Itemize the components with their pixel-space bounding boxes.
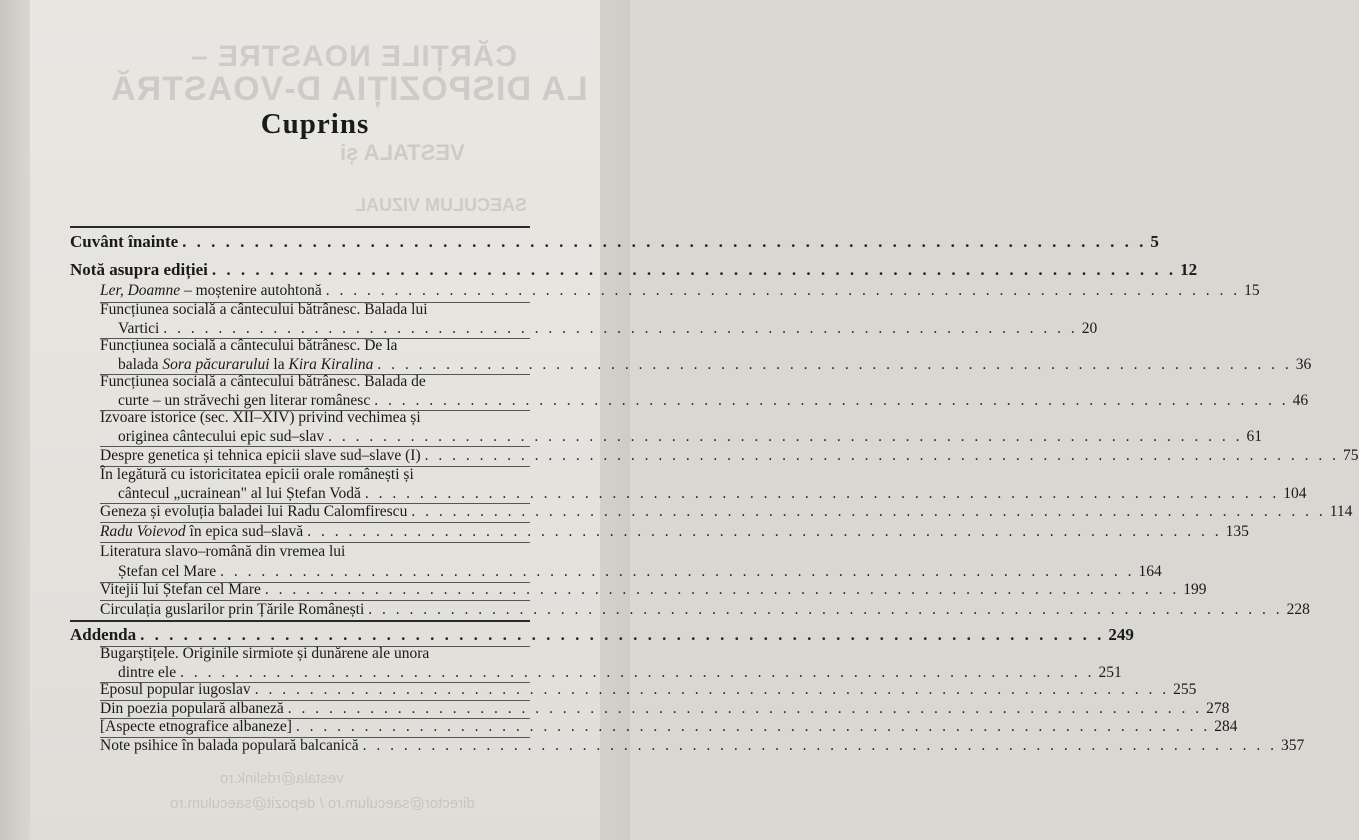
- toc-entry-page: 36: [1295, 356, 1312, 373]
- toc-entry-title: originea cântecului epic sud–slav: [118, 428, 325, 445]
- leader-dots: . . . . . . . . . . . . . . . . . . . . . . . . . . . . . . . . . . . . . . . . . . . . . . . . . . . . . . . . . . . . . . . . . . .: [180, 664, 1095, 681]
- toc-entry-radu-calomfirescu: [100, 502, 1353, 521]
- leader-dots: . . . . . . . . . . . . . . . . . . . . . . . . . . . . . . . . . . . . . . . . . . . . . . . . . . . . . . . . . . . . . . . . . . .: [362, 737, 1278, 754]
- toc-entry-title: curte – un străvechi gen literar românesc: [118, 392, 371, 409]
- leader-dots: . . . . . . . . . . . . . . . . . . . . . . . . . . . . . . . . . . . . . . . . . . . . . . . . . . . . . . . . . . . . . . . . . . .: [140, 625, 1105, 644]
- toc-entry-despre-genetica: [100, 446, 1359, 465]
- toc-entry-page: 228: [1286, 601, 1310, 618]
- toc-entry-page: 104: [1283, 485, 1307, 502]
- toc-entry-radu-voievod: [100, 522, 1249, 541]
- toc-entry-title: Vitejii lui Ștefan cel Mare: [100, 581, 261, 598]
- toc-entry-title: Vartici: [118, 320, 160, 337]
- leader-dots: . . . . . . . . . . . . . . . . . . . . . . . . . . . . . . . . . . . . . . . . . . . . . . . . . . . . . . . . . . . . . . . . . . .: [163, 320, 1078, 337]
- toc-entry-addenda: [70, 625, 1134, 644]
- toc-entry-stefan-voda: [118, 484, 1307, 503]
- toc-entry-vitejii: [100, 580, 1207, 599]
- toc-entry-ler-doamne: [100, 281, 1260, 300]
- toc-entry-page: 251: [1098, 664, 1122, 681]
- toc-entry-title-rest: în epica sud–slavă: [185, 523, 304, 540]
- page-title: Cuprins: [260, 108, 370, 140]
- toc-entry-title: Notă asupra ediției: [70, 260, 208, 279]
- toc-entry-literatura-slavo-romana: [118, 562, 1162, 581]
- toc-entry-title-rest: – moștenire autohtonă: [180, 282, 322, 299]
- leader-dots: . . . . . . . . . . . . . . . . . . . . . . . . . . . . . . . . . . . . . . . . . . . . . . . . . . . . . . . . . . . . . . . . . . .: [287, 700, 1203, 717]
- toc-entry-line: Izvoare istorice (sec. XII–XIV) privind vechimea și: [100, 409, 421, 426]
- leader-dots: . . . . . . . . . . . . . . . . . . . . . . . . . . . . . . . . . . . . . . . . . . . . . . . . . . . . . . . . . . . . . . . . . . .: [220, 563, 1135, 580]
- leader-dots: . . . . . . . . . . . . . . . . . . . . . . . . . . . . . . . . . . . . . . . . . . . . . . . . . . . . . . . . . . . . . . . . . . .: [307, 523, 1222, 540]
- toc-entry-page: 61: [1246, 428, 1263, 445]
- leader-dots: . . . . . . . . . . . . . . . . . . . . . . . . . . . . . . . . . . . . . . . . . . . . . . . . . . . . . . . . . . . . . . . . . . .: [254, 681, 1170, 698]
- toc-entry-line: Funcțiunea socială a cântecului bătrânesc. De la: [100, 337, 398, 354]
- toc-entry-line: Funcțiunea socială a cântecului bătrânesc. Balada lui: [100, 301, 428, 318]
- toc-entry-italic: Kira Kiralina: [288, 356, 374, 373]
- leader-dots: . . . . . . . . . . . . . . . . . . . . . . . . . . . . . . . . . . . . . . . . . . . . . . . . . . . . . . . . . . . . . . . . . . .: [264, 581, 1180, 598]
- top-rule: [70, 226, 530, 228]
- leader-dots: . . . . . . . . . . . . . . . . . . . . . . . . . . . . . . . . . . . . . . . . . . . . . . . . . . . . . . . . . . . . . . . . . . .: [411, 503, 1326, 520]
- toc-entry-text: la: [269, 356, 289, 373]
- toc-entry-italic: Sora păcurarului: [162, 356, 270, 373]
- leader-dots: . . . . . . . . . . . . . . . . . . . . . . . . . . . . . . . . . . . . . . . . . . . . . . . . . . . . . . . . . . . . . . . . . . .: [182, 232, 1147, 251]
- toc-entry-nota-asupra-editiei: [70, 260, 1198, 279]
- toc-entry-line: În legătură cu istoricitatea epicii orale românești și: [100, 466, 414, 483]
- leader-dots: . . . . . . . . . . . . . . . . . . . . . . . . . . . . . . . . . . . . . . . . . . . . . . . . . . . . . . . . . . . . . . . . . . .: [211, 260, 1177, 279]
- toc-entry-line: Funcțiunea socială a cântecului bătrânesc. Balada de: [100, 373, 426, 390]
- toc-entry-page: 199: [1183, 581, 1207, 598]
- toc-entry-page: 15: [1244, 282, 1260, 299]
- toc-entry-title: dintre ele: [118, 664, 177, 681]
- leader-dots: . . . . . . . . . . . . . . . . . . . . . . . . . . . . . . . . . . . . . . . . . . . . . . . . . . . . . . . . . . . . . . . . . . .: [325, 282, 1241, 299]
- toc-entry-title: Ștefan cel Mare: [118, 563, 217, 580]
- toc-entry-line: Bugarștițele. Originile sirmiote și dunărene ale unora: [100, 645, 430, 662]
- toc-entry-guslari: [100, 600, 1310, 619]
- toc-entry-title: cântecul „ucrainean" al lui Ștefan Vodă: [118, 485, 361, 502]
- toc-entry-page: 164: [1138, 563, 1162, 580]
- toc-entry-title: Addenda: [70, 625, 137, 644]
- toc-entry-page: 255: [1173, 681, 1197, 698]
- toc-entry-page: 114: [1329, 503, 1353, 520]
- toc-entry-title-italic: Ler, Doamne: [100, 282, 181, 299]
- toc-entry-page: 75: [1343, 447, 1359, 464]
- leader-dots: . . . . . . . . . . . . . . . . . . . . . . . . . . . . . . . . . . . . . . . . . . . . . . . . . . . . . . . . . . . . . . . . . . .: [377, 356, 1292, 373]
- leader-dots: . . . . . . . . . . . . . . . . . . . . . . . . . . . . . . . . . . . . . . . . . . . . . . . . . . . . . . . . . . . . . . . . . . .: [295, 718, 1211, 735]
- toc-entry-page: 46: [1292, 392, 1309, 409]
- toc-entry-page: 249: [1108, 625, 1134, 644]
- leader-dots: . . . . . . . . . . . . . . . . . . . . . . . . . . . . . . . . . . . . . . . . . . . . . . . . . . . . . . . . . . . . . . . . . . .: [424, 447, 1340, 464]
- toc-entry-page: 20: [1081, 320, 1098, 337]
- toc-entry-title: Cuvânt înainte: [70, 232, 179, 251]
- leader-dots: . . . . . . . . . . . . . . . . . . . . . . . . . . . . . . . . . . . . . . . . . . . . . . . . . . . . . . . . . . . . . . . . . . .: [368, 601, 1283, 618]
- toc-entry-note-psihice: [100, 736, 1305, 755]
- leader-dots: . . . . . . . . . . . . . . . . . . . . . . . . . . . . . . . . . . . . . . . . . . . . . . . . . . . . . . . . . . . . . . . . . . .: [374, 392, 1289, 409]
- toc-entry-line: Literatura slavo–română din vremea lui: [100, 543, 346, 560]
- toc-entry-page: 5: [1150, 232, 1159, 251]
- toc-entry-aspecte-etnografice: [100, 717, 1238, 736]
- toc-entry-text: balada: [118, 356, 163, 373]
- toc-entry-title: Din poezia populară albaneză: [100, 700, 284, 717]
- toc-entry-cuvant-inainte: [70, 232, 1159, 251]
- toc-entry-title: Note psihice în balada populară balcanică: [100, 737, 359, 754]
- toc-entry-title: Circulația guslarilor prin Țările Românești: [100, 601, 365, 618]
- toc-entry-page: 284: [1214, 718, 1238, 735]
- toc-entry-title: Geneza și evoluția baladei lui Radu Calomfirescu: [100, 503, 408, 520]
- toc-entry-poezia-albaneza: [100, 699, 1230, 718]
- toc-entry-title-italic: Radu Voievod: [100, 523, 186, 540]
- section-rule: [70, 620, 530, 622]
- toc-entry-title: Despre genetica și tehnica epicii slave sud–slave (I): [100, 447, 421, 464]
- toc-entry-izvoare-istorice: [118, 427, 1263, 446]
- leader-dots: . . . . . . . . . . . . . . . . . . . . . . . . . . . . . . . . . . . . . . . . . . . . . . . . . . . . . . . . . . . . . . . . . . .: [328, 428, 1243, 445]
- leader-dots: . . . . . . . . . . . . . . . . . . . . . . . . . . . . . . . . . . . . . . . . . . . . . . . . . . . . . . . . . . . . . . . . . . .: [364, 485, 1280, 502]
- toc-entry-page: 357: [1281, 737, 1305, 754]
- toc-entry-eposul-iugoslav: [100, 680, 1197, 699]
- toc-entry-title: [Aspecte etnografice albaneze]: [100, 718, 292, 735]
- toc-entry-page: 278: [1206, 700, 1230, 717]
- toc-entry-page: 135: [1225, 523, 1249, 540]
- toc-entry-title: Eposul popular iugoslav: [100, 681, 251, 698]
- toc-entry-page: 12: [1180, 260, 1198, 279]
